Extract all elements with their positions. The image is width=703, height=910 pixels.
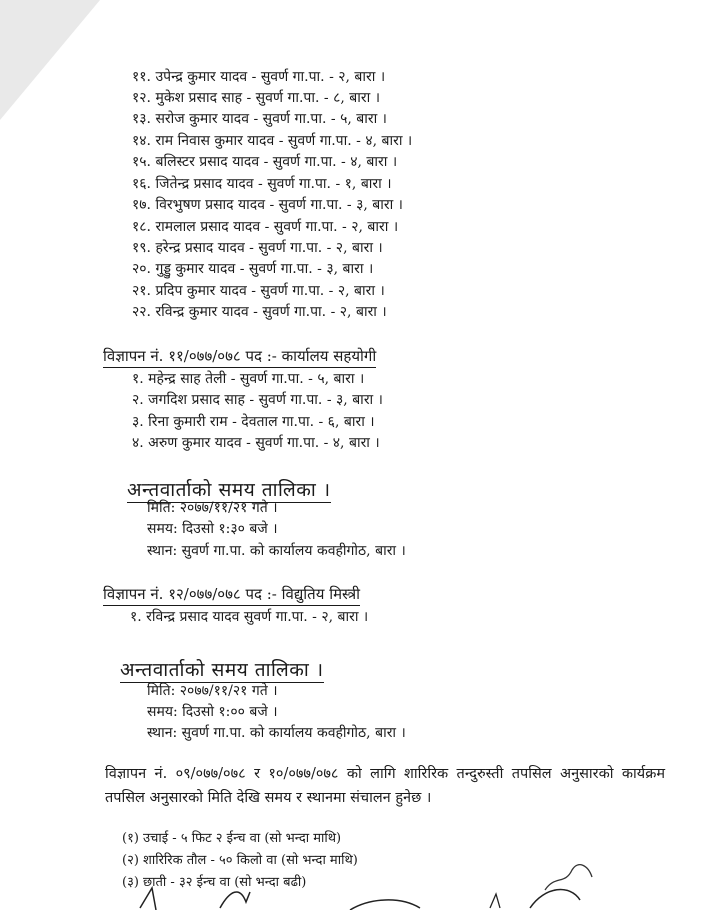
requirement-chest: (३) छाती - ३२ ईन्च वा (सो भन्दा बढी) xyxy=(122,875,307,890)
schedule-time: समय: दिउसो १:०० बजे । xyxy=(147,704,278,720)
requirement-weight: (२) शारिरिक तौल - ५० किलो वा (सो भन्दा माथि) xyxy=(122,853,358,868)
list-item: १५. बलिस्टर प्रसाद यादव - सुवर्ण गा.पा. - ४, बारा । xyxy=(132,154,398,170)
notice-11-heading: विज्ञापन नं. ११/०७७/०७८ पद :- कार्यालय सहयोगी xyxy=(103,346,376,368)
fitness-test-paragraph: विज्ञापन नं. ०९/०७७/०७८ र १०/०७७/०७८ को लागि शारिरिक तन्दुरुस्ती तपसिल अनुसारको कार्यक्रम तपसिल अनुसारको मिति देखि समय र स्थानमा संचालन हुनेछ । xyxy=(105,766,665,806)
schedule-date: मिति: २०७७/११/२१ गते । xyxy=(147,683,278,699)
schedule-place: स्थान: सुवर्ण गा.पा. को कार्यालय कवहीगोठ, बारा । xyxy=(147,543,406,559)
list-item: २. जगदिश प्रसाद साह - सुवर्ण गा.पा. - ३, बारा । xyxy=(132,392,383,408)
list-item: १. रविन्द्र प्रसाद यादव सुवर्ण गा.पा. - २, बारा । xyxy=(130,609,369,625)
list-item: २०. गुड्डु कुमार यादव - सुवर्ण गा.पा. - ३, बारा । xyxy=(132,261,374,277)
interview-schedule-title: अन्तवार्ताको समय तालिका । xyxy=(127,476,331,503)
schedule-place: स्थान: सुवर्ण गा.पा. को कार्यालय कवहीगोठ, बारा । xyxy=(147,725,406,741)
list-item: १४. राम निवास कुमार यादव - सुवर्ण गा.पा. - ४, बारा । xyxy=(132,133,413,149)
list-item: १६. जितेन्द्र प्रसाद यादव - सुवर्ण गा.पा. - १, बारा । xyxy=(132,176,392,192)
schedule-date: मिति: २०७७/११/२१ गते । xyxy=(147,500,278,516)
page-fold-shadow xyxy=(0,0,100,120)
schedule-time: समय: दिउसो १:३० बजे । xyxy=(147,521,278,537)
list-item: ३. रिना कुमारी राम - देवताल गा.पा. - ६, बारा । xyxy=(132,414,375,430)
list-item: ४. अरुण कुमार यादव - सुवर्ण गा.पा. - ४, बारा । xyxy=(132,435,380,451)
list-item: ११. उपेन्द्र कुमार यादव - सुवर्ण गा.पा. - २, बारा । xyxy=(132,69,386,85)
list-item: २१. प्रदिप कुमार यादव - सुवर्ण गा.पा. - २, बारा । xyxy=(132,283,385,299)
notice-12-heading: विज्ञापन नं. १२/०७७/०७८ पद :- विद्युतिय मिस्त्री xyxy=(103,584,360,606)
list-item: १३. सरोज कुमार यादव - सुवर्ण गा.पा. - ५, बारा । xyxy=(132,111,387,127)
list-item: १२. मुकेश प्रसाद साह - सुवर्ण गा.पा. - ८, बारा । xyxy=(132,90,380,106)
list-item: १७. विरभुषण प्रसाद यादव - सुवर्ण गा.पा. - ३, बारा । xyxy=(132,197,403,213)
list-item: १८. रामलाल प्रसाद यादव - सुवर्ण गा.पा. - २, बारा । xyxy=(132,219,399,235)
list-item: १९. हरेन्द्र प्रसाद यादव - सुवर्ण गा.पा. - २, बारा । xyxy=(132,240,383,256)
interview-schedule-title: अन्तवार्ताको समय तालिका । xyxy=(120,656,324,683)
list-item: २२. रविन्द्र कुमार यादव - सुवर्ण गा.पा. - २, बारा । xyxy=(132,304,387,320)
list-item: १. महेन्द्र साह तेली - सुवर्ण गा.पा. - ५, बारा । xyxy=(132,371,365,387)
requirement-height: (१) उचाई - ५ फिट २ ईन्च वा (सो भन्दा माथि) xyxy=(122,831,342,846)
signature-scribble xyxy=(540,855,600,895)
